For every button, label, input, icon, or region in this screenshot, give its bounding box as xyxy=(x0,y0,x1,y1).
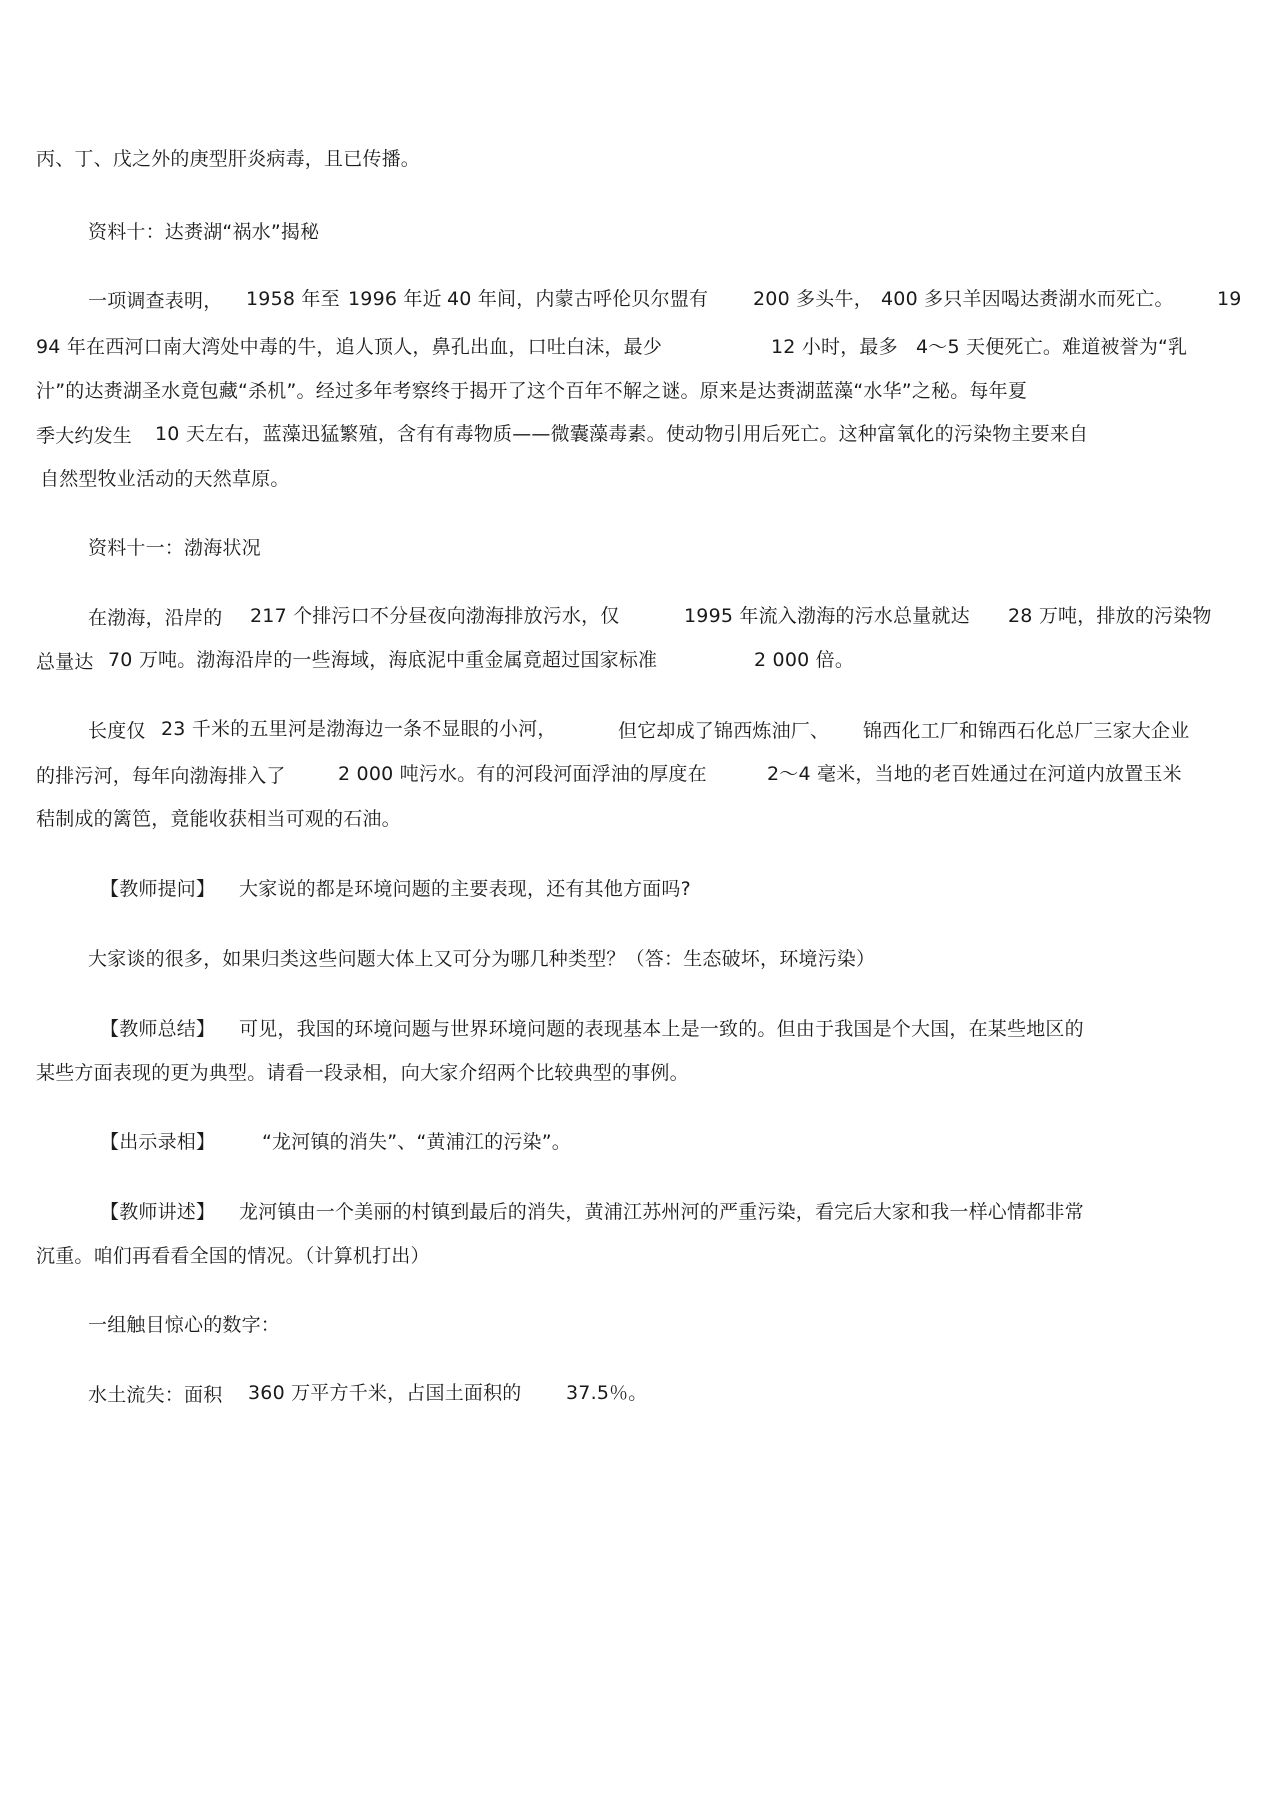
text-segment: 2～4 毫米，当地的老百姓通过在河道内放置玉米 xyxy=(767,763,1182,785)
text-segment: 1996 年近 xyxy=(348,288,442,310)
text-segment: “龙河镇的消失”、“黄浦江的污染”。 xyxy=(262,1131,571,1153)
text-segment: 28 万吨，排放的污染物 xyxy=(1008,605,1212,627)
text-line: 一组触目惊心的数字： xyxy=(88,1314,281,1336)
text-segment: 200 多头牛， xyxy=(753,288,873,310)
text-segment: 360 万平方千米，占国土面积的 xyxy=(248,1382,522,1404)
text-segment: 总量达 xyxy=(36,651,94,673)
section-heading: 资料十一：渤海状况 xyxy=(88,537,261,559)
label-teacher-summary: 【教师总结】 xyxy=(100,1018,216,1040)
text-segment: 水土流失：面积 xyxy=(88,1384,223,1406)
text-segment: 217 个排污口不分昼夜向渤海排放污水，仅 xyxy=(250,605,620,627)
text-segment: 的排污河，每年向渤海排入了 xyxy=(36,765,286,787)
text-line: 沉重。咱们再看看全国的情况。（计算机打出） xyxy=(36,1245,430,1267)
text-segment: 400 多只羊因喝达赉湖水而死亡。 xyxy=(881,288,1174,310)
text-segment: 10 天左右，蓝藻迅猛繁殖，含有有毒物质——微囊藻毒素。使动物引用后死亡。这种富氧化的污染物主要来自 xyxy=(155,423,1089,445)
text-segment: 4～5 天便死亡。难道被誉为“乳 xyxy=(916,336,1188,358)
text-line: 秸制成的篱笆，竟能收获相当可观的石油。 xyxy=(36,808,401,830)
text-line: 汁”的达赉湖圣水竟包藏“杀机”。经过多年考察终于揭开了这个百年不解之谜。原来是达赉湖蓝藻“水华”之秘。每年夏 xyxy=(36,380,1028,402)
text-segment: 12 小时，最多 xyxy=(771,336,898,358)
text-line: 大家谈的很多，如果归类这些问题大体上又可分为哪几种类型？（答：生态破坏，环境污染） xyxy=(88,948,876,970)
text-segment: 2 000 倍。 xyxy=(754,649,855,671)
text-segment: 但它却成了锦西炼油厂、 xyxy=(618,720,830,742)
text-segment: 70 万吨。渤海沿岸的一些海域，海底泥中重金属竟超过国家标准 xyxy=(108,649,658,671)
text-segment: 1958 年至 xyxy=(246,288,340,310)
text-segment: 1995 年流入渤海的污水总量就达 xyxy=(684,605,970,627)
text-line: 丙、丁、戊之外的庚型肝炎病毒，且已传播。 xyxy=(36,148,421,170)
text-segment: 锦西化工厂和锦西石化总厂三家大企业 xyxy=(863,720,1190,742)
text-segment: 大家说的都是环境问题的主要表现，还有其他方面吗? xyxy=(239,878,691,900)
text-segment: 在渤海，沿岸的 xyxy=(88,607,223,629)
text-segment: 长度仅 xyxy=(88,720,146,742)
section-heading: 资料十：达赉湖“祸水”揭秘 xyxy=(88,221,320,243)
text-segment: 40 年间，内蒙古呼伦贝尔盟有 xyxy=(447,288,709,310)
text-segment: 23 千米的五里河是渤海边一条不显眼的小河， xyxy=(161,718,557,740)
text-segment: 季大约发生 xyxy=(36,425,133,447)
text-segment: 94 年在西河口南大湾处中毒的牛，追人顶人，鼻孔出血，口吐白沫，最少 xyxy=(36,336,663,358)
text-segment: 2 000 吨污水。有的河段河面浮油的厚度在 xyxy=(338,763,707,785)
text-segment: 一项调查表明， xyxy=(88,290,223,312)
label-teacher-question: 【教师提问】 xyxy=(100,878,216,900)
text-line: 自然型牧业活动的天然草原。 xyxy=(40,468,290,490)
text-segment: 龙河镇由一个美丽的村镇到最后的消失，黄浦江苏州河的严重污染，看完后大家和我一样心情都非常 xyxy=(239,1201,1084,1223)
text-segment: 19 xyxy=(1217,288,1242,310)
label-show-video: 【出示录相】 xyxy=(100,1131,216,1153)
text-segment: 37.5％。 xyxy=(566,1382,648,1404)
text-segment: 可见，我国的环境问题与世界环境问题的表现基本上是一致的。但由于我国是个大国，在某些地区的 xyxy=(239,1018,1084,1040)
text-line: 某些方面表现的更为典型。请看一段录相，向大家介绍两个比较典型的事例。 xyxy=(36,1062,689,1084)
label-teacher-narration: 【教师讲述】 xyxy=(100,1201,216,1223)
